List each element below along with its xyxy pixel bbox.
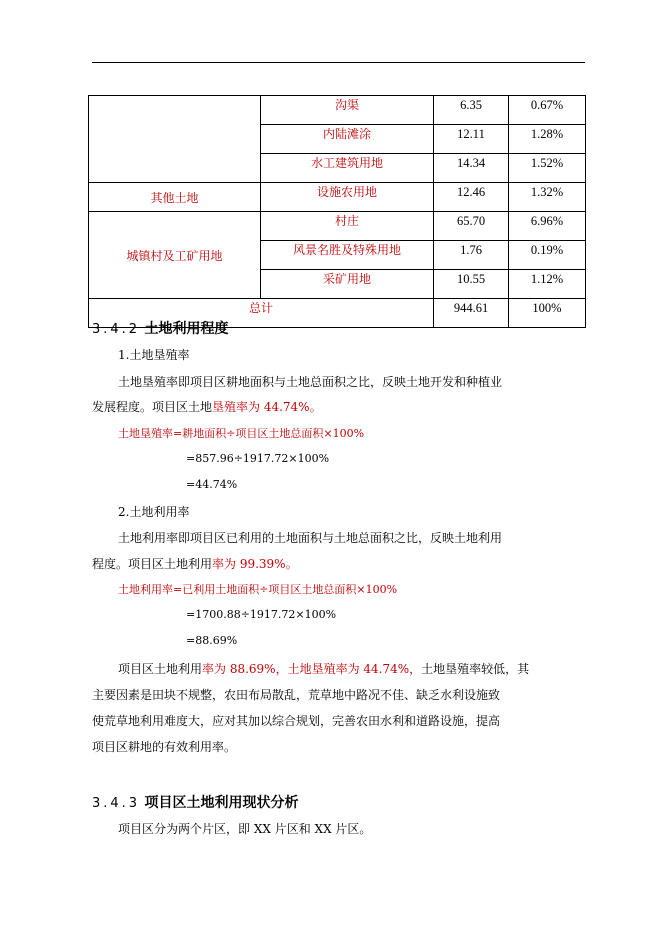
table-cell-category: 城镇村及工矿用地 [89,212,261,299]
table-cell-subcategory: 沟渠 [261,96,434,125]
table-cell-area: 14.34 [434,154,509,183]
formula-line: 土地利用率=已利用土地面积÷项目区土地总面积×100% [118,583,398,596]
table-cell-percent: 1.32% [509,183,586,212]
section-title: 项目区土地利用现状分析 [144,795,299,811]
paragraph-line: 项目区耕地的有效利用率。 [92,740,237,754]
table-cell-percent: 1.52% [509,154,586,183]
table-row [89,96,586,125]
text-span: 程度。项目区土地利用 [92,557,213,571]
table-cell-area: 1.76 [434,241,509,270]
section-heading-3-4-3 [92,792,299,812]
formula-line: =88.69% [186,634,238,647]
table-cell-area: 12.11 [434,125,509,154]
formula-line: =44.74% [186,478,238,491]
table-cell-total-percent: 100% [509,299,586,328]
table-cell-subcategory: 村庄 [261,212,434,241]
paragraph-line: 土地利用率即项目区已利用的土地面积与土地总面积之比，反映土地利用 [118,531,503,545]
text-span: 项目区土地利用 [118,662,203,676]
table-cell-percent: 1.12% [509,270,586,299]
table-cell-subcategory: 水工建筑用地 [261,154,434,183]
highlight-text: 率为 88.69%，土地垦殖率为 44.74%， [202,662,422,676]
highlight-text: 率为 99.39%。 [212,557,298,571]
formula-line: 土地垦殖率=耕地面积÷项目区土地总面积×100% [118,427,365,440]
paragraph-line: 使荒草地利用难度大，应对其加以综合规划，完善农田水利和道路设施，提高 [92,714,501,728]
formula-line: =857.96÷1917.72×100% [186,452,330,465]
paragraph-line: 项目区分为两个片区，即 XX 片区和 XX 片区。 [118,822,372,836]
table-row [89,212,586,241]
table-cell-area: 65.70 [434,212,509,241]
table-cell-area: 6.35 [434,96,509,125]
table-cell-percent: 1.28% [509,125,586,154]
highlight-text: 垦殖率为 44.74%。 [212,400,322,414]
table-cell-empty [89,96,261,183]
table-cell-category: 其他土地 [89,183,261,212]
paragraph-line [92,555,298,572]
table-cell-percent: 0.19% [509,241,586,270]
table-cell-area: 12.46 [434,183,509,212]
paragraph-line [118,660,529,677]
item-title: 2.土地利用率 [118,505,190,519]
text-span: 土地垦殖率较低，其 [421,662,530,676]
paragraph-line [92,398,322,415]
table-cell-subcategory: 设施农用地 [261,183,434,212]
text-span: 发展程度。项目区土地 [92,400,213,414]
table-cell-subcategory: 内陆滩涂 [261,125,434,154]
table-cell-subcategory: 风景名胜及特殊用地 [261,241,434,270]
paragraph-line: 土地垦殖率即项目区耕地面积与土地总面积之比，反映土地开发和种植业 [118,375,503,389]
section-heading-3-4-2 [92,318,229,338]
header-rule [92,62,585,63]
table-row [89,183,586,212]
paragraph-line: 主要因素是田块不规整，农田布局散乱，荒草地中路况不佳、缺乏水利设施致 [92,688,501,702]
table-cell-total-area: 944.61 [434,299,509,328]
item-title: 1.土地垦殖率 [118,348,190,362]
table-cell-percent: 6.96% [509,212,586,241]
section-number: 3.4.2 [92,322,141,337]
land-use-table [88,95,586,328]
table-cell-subcategory: 采矿用地 [261,270,434,299]
formula-line: =1700.88÷1917.72×100% [186,608,337,621]
table-cell-total-label: 总计 [89,299,434,328]
table-cell-percent: 0.67% [509,96,586,125]
section-number: 3.4.3 [92,796,141,811]
table-cell-area: 10.55 [434,270,509,299]
section-title: 土地利用程度 [144,321,229,337]
